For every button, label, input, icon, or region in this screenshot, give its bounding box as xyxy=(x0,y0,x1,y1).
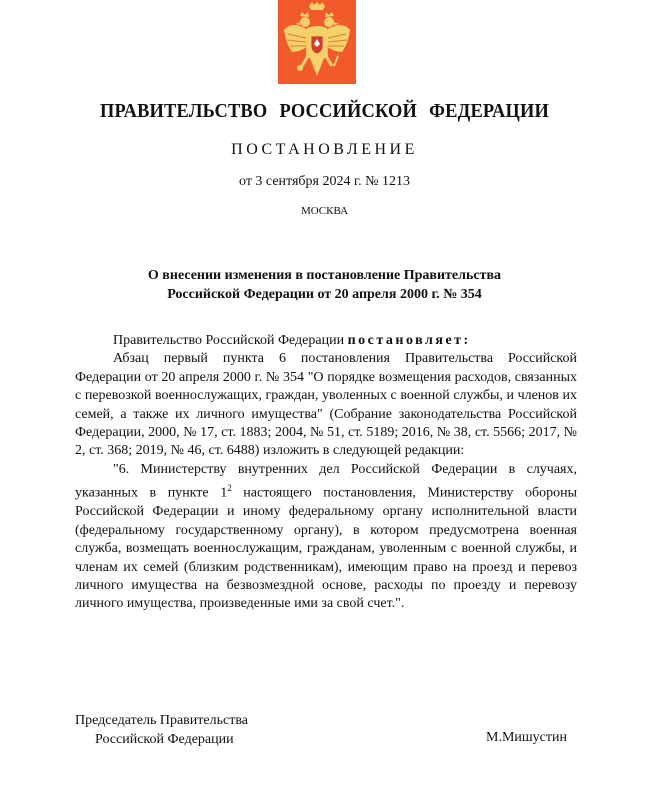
document-subject xyxy=(0,266,649,304)
document-date-number: от 3 сентября 2024 г. № 1213 xyxy=(239,174,410,189)
double-headed-eagle-icon xyxy=(278,0,356,84)
intro-paragraph xyxy=(75,332,577,350)
signatory-name: М.Мишустин xyxy=(486,730,567,745)
subject-line-1: О внесении изменения в постановление Правительства xyxy=(147,268,502,283)
signatory-position xyxy=(75,711,248,749)
new-wording-part-2: настоящего постановления, Министерству обороны Российской Федерации и иному федеральному органу исполнительной власти (федеральному государственному органу), в котором предусмотрена военная служба, возмещать военнослужащим, гражданам, уволенным с военной службы, и членам их семей (близким родственникам), имеющим право на проезд и перевоз личного имущества на безвозмездной основе, расходы по проезду и перевозу личного имущества, произведенные ими за свой счет.". xyxy=(75,485,577,612)
position-line-2: Российской Федерации xyxy=(95,732,234,747)
intro-verb: постановляет: xyxy=(347,333,471,348)
intro-prefix: Правительство Российской Федерации xyxy=(113,333,345,348)
position-line-1: Председатель Правительства xyxy=(75,713,248,728)
government-title: ПРАВИТЕЛЬСТВО РОССИЙСКОЙ ФЕДЕРАЦИИ xyxy=(100,100,549,122)
superscript-number: 2 xyxy=(227,483,232,494)
new-wording-paragraph xyxy=(75,461,577,614)
document-city: МОСКВА xyxy=(300,205,349,217)
subject-line-2: Российской Федерации от 20 апреля 2000 г. № 354 xyxy=(167,287,482,302)
new-wording-part-1: "6. Министерству внутренних дел Российской Федерации в случаях, указанных в пункте 1 xyxy=(75,461,577,501)
coat-of-arms-emblem xyxy=(278,0,356,84)
document-body xyxy=(75,332,577,614)
amendment-paragraph: Абзац первый пункта 6 постановления Правительства Российской Федерации от 20 апреля 2000 г. № 354 "О порядке возмещения расходов, связанных с перевозкой военнослужащих, граждан, уволенных с военной службы, и членов их семей, а также их личного имущества" (Собрание законодательства Российской Федерации, 2000, № 17, ст. 1883; 2004, № 51, ст. 5189; 2016, № 38, ст. 5566; 2017, № 2, ст. 368; 2019, № 46, ст. 6488) изложить в следующей редакции: xyxy=(75,351,577,459)
document-type: ПОСТАНОВЛЕНИЕ xyxy=(231,141,418,158)
